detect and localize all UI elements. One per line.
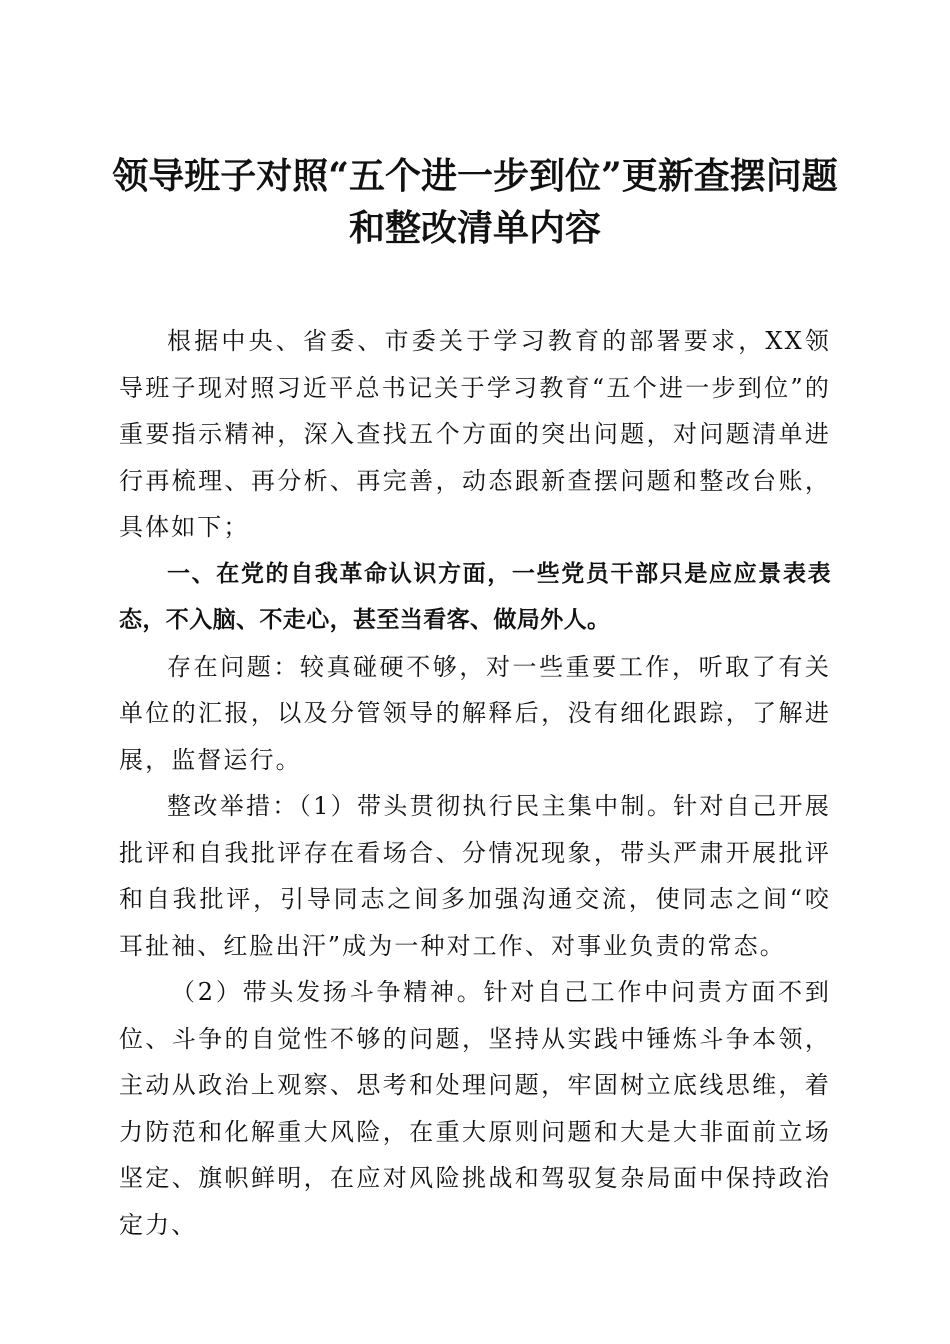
problem-paragraph: 存在问题：较真碰硬不够，对一些重要工作，听取了有关单位的汇报，以及分管领导的解释后，没有细化跟踪，了解进展，监督运行。 [119,652,831,774]
measure-paragraph-2: （2）带头发扬斗争精神。针对自己工作中问责方面不到位、斗争的自觉性不够的问题，坚持从实践中锤炼斗争本领，主动从政治上观察、思考和处理问题，牢固树立底线思维，着力防范和化解重大风险，在重大原则问题和大是大非面前立场坚定、旗帜鲜明，在应对风险挑战和驾驭复杂局面中保持政治定力、 [119,978,831,1239]
section-heading: 一、在党的自我革命认识方面，一些党员干部只是应应景表表态，不入脑、不走心，甚至当看客、做局外人。 [119,560,831,633]
measure-paragraph-1: 整改举措：（1）带头贯彻执行民主集中制。针对自己开展批评和自我批评存在看场合、分情况现象，带头严肃开展批评和自我批评，引导同志之间多加强沟通交流，使同志之间“咬耳扯袖、红脸出汗”成为一种对工作、对事业负责的常态。 [119,792,831,960]
document-title: 领导班子对照“五个进一步到位”更新查摆问题和整改清单内容 [112,155,838,249]
document-body [119,318,831,1248]
intro-paragraph: 根据中央、省委、市委关于学习教育的部署要求，XX领导班子现对照习近平总书记关于学习教育“五个进一步到位”的重要指示精神，深入查找五个方面的突出问题，对问题清单进行再梳理、再分析、再完善，动态跟新查摆问题和整改台账，具体如下； [119,327,831,541]
